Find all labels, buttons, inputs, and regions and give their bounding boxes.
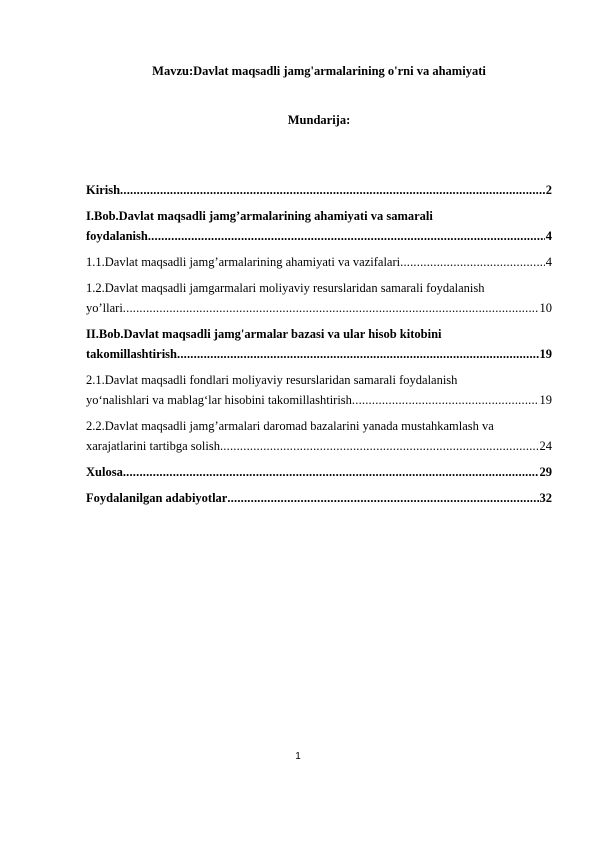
toc-entry-section-1-2[interactable]	[86, 278, 552, 318]
toc-page-number: 4	[545, 255, 552, 269]
toc-entry-conclusion[interactable]	[86, 462, 552, 482]
toc-entry-title: Xulosa	[86, 465, 123, 479]
toc-page-number: 19	[539, 347, 552, 361]
toc-entry-title: Kirish	[86, 183, 121, 197]
toc-entry-chapter-1[interactable]	[86, 206, 552, 246]
toc-entry-title: 1.1.Davlat maqsadli jamg’armalarining ahamiyati va vazifalari	[86, 255, 401, 269]
contents-heading: Mundarija:	[287, 113, 351, 127]
toc-page-number: 19	[539, 393, 552, 407]
toc-entry-title-line: I.Bob.Davlat maqsadli jamg’armalarining ahamiyati va samarali	[86, 209, 433, 223]
toc-page-number: 4	[545, 229, 552, 243]
dot-leader	[352, 390, 539, 410]
subject-title: Mavzu:Davlat maqsadli jamg'armalarining o'rni va ahamiyati	[152, 64, 486, 78]
dot-leader	[400, 252, 545, 272]
dot-leader	[177, 344, 539, 364]
toc-entry-title: foydalanish	[86, 229, 148, 243]
toc-entry-title: xarajatlarini tartibga solish	[86, 439, 220, 453]
toc-page-number: 10	[539, 301, 552, 315]
toc-page-number: 24	[539, 439, 552, 453]
toc-page-number: 29	[539, 465, 552, 479]
toc-entry-section-1-1[interactable]	[86, 252, 552, 272]
toc-entry-section-2-2[interactable]	[86, 416, 552, 456]
toc-entry-section-2-1[interactable]	[86, 370, 552, 410]
toc-entry-title: yo’llari	[86, 301, 123, 315]
dot-leader	[123, 462, 539, 482]
page-number: 1	[295, 751, 301, 762]
toc-entry-introduction[interactable]	[86, 180, 552, 200]
toc-entry-references[interactable]	[86, 488, 552, 508]
toc-entry-chapter-2[interactable]	[86, 324, 552, 364]
toc-entry-title: yo‘nalishlari va mablag‘lar hisobini takomillashtirish	[86, 393, 352, 407]
dot-leader	[148, 226, 545, 246]
toc-entry-title: Foydalanilgan adabiyotlar	[86, 491, 228, 505]
dot-leader	[123, 298, 539, 318]
dot-leader	[227, 488, 538, 508]
toc-entry-title-line: II.Bob.Davlat maqsadli jamg'armalar bazasi va ular hisob kitobini	[86, 327, 442, 341]
toc-page-number: 32	[539, 491, 552, 505]
dot-leader	[120, 180, 545, 200]
dot-leader	[220, 436, 539, 456]
toc-entry-title-line: 1.2.Davlat maqsadli jamgarmalari moliyaviy resurslaridan samarali foydalanish	[86, 281, 485, 295]
toc-entry-title: takomillashtirish	[86, 347, 177, 361]
table-of-contents	[86, 180, 552, 508]
toc-entry-title-line: 2.2.Davlat maqsadli jamg’armalari daromad bazalarini yanada mustahkamlash va	[86, 419, 494, 433]
toc-page-number: 2	[545, 183, 552, 197]
toc-entry-title-line: 2.1.Davlat maqsadli fondlari moliyaviy resurslaridan samarali foydalanish	[86, 373, 458, 387]
